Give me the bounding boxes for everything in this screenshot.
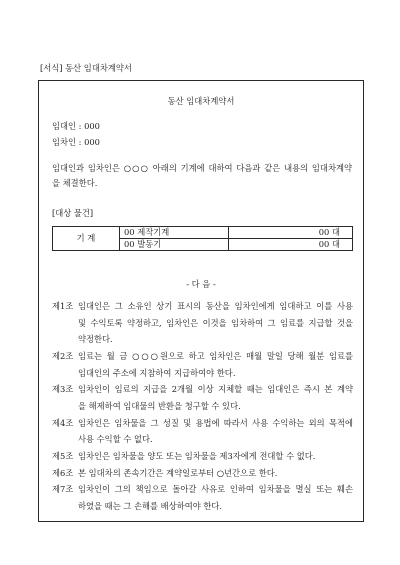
- article-4: [52, 415, 353, 448]
- object-row: [53, 227, 353, 239]
- form-label: [서식] 동산 임대차계약서: [40, 63, 132, 73]
- article-line: 하였을 때는 그 손해를 배상하여야 한다.: [78, 501, 223, 512]
- article-2: [52, 348, 353, 381]
- article-label: 제4조: [52, 417, 74, 428]
- intro-paragraph: [52, 161, 352, 191]
- article-line: 약정한다.: [78, 334, 113, 345]
- article-label: 제6조: [52, 467, 74, 478]
- article-line: 사용 수익할 수 없다.: [78, 434, 153, 445]
- article-label: 제3조: [52, 384, 74, 395]
- object-table: [52, 226, 353, 251]
- object-heading: [대상 물건]: [52, 208, 94, 218]
- article-line: 임대인의 주소에 지참하여 지급하여야 한다.: [78, 367, 236, 378]
- contract-document: [38, 80, 364, 522]
- lessor-line: 임대인 : 000: [52, 121, 100, 131]
- intro-line: 임대인과 임차인은 ○○○ 아래의 기계에 대하여 다음과 같은 내용의 임대차계약: [52, 163, 352, 173]
- object-quantity-cell: 00 대: [229, 239, 353, 251]
- article-line: 임차인은 임차물을 그 성질 및 용법에 따라서 사용 수익하는 외의 목적에: [78, 417, 353, 428]
- article-line: 임차인은 임차물을 양도 또는 임차물을 제3자에게 전대할 수 없다.: [78, 451, 316, 462]
- object-item-cell: 00 발동기: [120, 239, 229, 251]
- articles-list: [52, 298, 353, 515]
- article-label: 제7조: [52, 484, 74, 495]
- article-5: [52, 448, 353, 465]
- article-1: [52, 298, 353, 348]
- article-3: [52, 381, 353, 414]
- article-6: [52, 465, 353, 482]
- object-category-cell: 기 계: [53, 227, 120, 251]
- object-item-cell: 00 제작기계: [120, 227, 229, 239]
- intro-line: 을 체결한다.: [52, 178, 98, 188]
- article-line: 임대인은 그 소유인 상기 표시의 동산을 임차인에게 임대하고 이를 사용: [78, 301, 353, 311]
- article-line: 임차인이 임료의 지급을 2개월 이상 지체할 때는 임대인은 즉시 본 계약: [78, 384, 353, 395]
- article-line: 임료는 월 금 ○○○원으로 하고 임차인은 매월 말일 당해 월분 임료를: [78, 351, 353, 362]
- articles-heading: - 다 음 -: [186, 279, 216, 289]
- article-label: 제1조: [52, 301, 74, 311]
- article-label: 제5조: [52, 451, 74, 462]
- article-label: 제2조: [52, 351, 74, 362]
- article-line: 및 수익토록 약정하고, 임차인은 이것을 임차하여 그 임료를 지급할 것을: [78, 317, 353, 328]
- article-line: 본 임대차의 존속기간은 계약일로부터 ○년간으로 한다.: [78, 467, 278, 478]
- object-quantity-cell: 00 대: [229, 227, 353, 239]
- article-line: 임차인이 그의 책임으로 돌아갈 사유로 인하여 임차물을 멸실 또는 훼손: [78, 484, 353, 495]
- article-7: [52, 481, 353, 514]
- article-line: 을 해제하여 임대물의 반환을 청구할 수 있다.: [78, 401, 241, 412]
- lessee-line: 임차인 : 000: [52, 137, 100, 147]
- document-title: 동산 임대차계약서: [167, 96, 235, 106]
